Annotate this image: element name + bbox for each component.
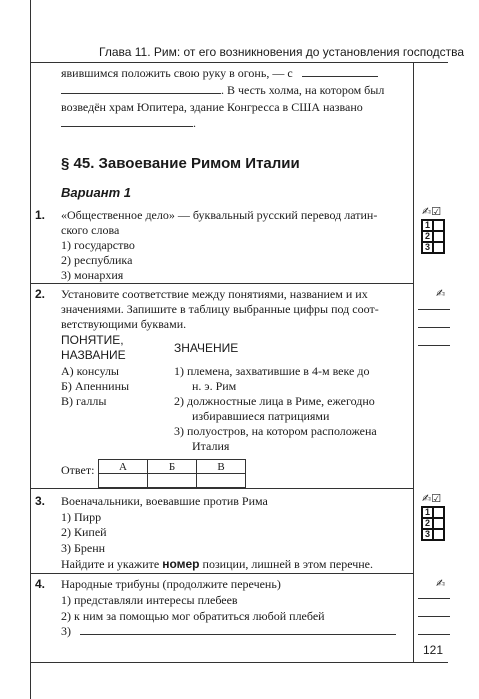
q3-instruction: Найдите и укажите номер позиции, лишней в этом перечне. — [61, 557, 374, 571]
q2-right-item-3: 3) полуостров, на котором расположена — [174, 424, 377, 438]
intro-line-4: . — [61, 116, 196, 131]
answer-cell-c[interactable] — [197, 474, 246, 488]
q2-left-header-1: ПОНЯТИЕ, — [61, 333, 124, 347]
q2-right-header: ЗНАЧЕНИЕ — [174, 341, 239, 355]
q2-answer-table — [98, 459, 246, 488]
answer-cell-a[interactable] — [99, 474, 148, 488]
grid-label-2: 2 — [422, 231, 433, 242]
q3-text: Военачальники, воевавшие против Рима — [61, 494, 268, 508]
q1-text-line-1: «Общественное дело» — буквальный русский перевод латин- — [61, 208, 378, 222]
q3-option-1: 1) Пирр — [61, 510, 102, 524]
q2-left-item-a: А) консулы — [61, 364, 119, 378]
q1-option-1: 1) государство — [61, 238, 135, 252]
answer-col-a: А — [99, 460, 148, 474]
chapter-header: Глава 11. Рим: от его возникновения до установления господства — [99, 45, 465, 59]
answer-col-b: Б — [148, 460, 197, 474]
q3-answer-grid — [421, 506, 445, 541]
q2-margin-line-1[interactable] — [418, 309, 450, 310]
q3-number: 3. — [35, 494, 46, 508]
grid-label-3: 3 — [422, 242, 433, 253]
q2-left-item-b: Б) Апеннины — [61, 379, 130, 393]
q1-option-2: 2) республика — [61, 253, 133, 267]
intro-line-1: явившимся положить свою руку в огонь, — с — [61, 66, 378, 81]
intro-blank-1[interactable] — [302, 76, 378, 77]
q4-option-3: 3) — [61, 624, 396, 639]
grid-cell[interactable] — [433, 231, 444, 242]
grid-cell[interactable] — [433, 529, 444, 540]
q4-answer-blank[interactable] — [80, 634, 396, 635]
q2-text-line-1: Установите соответствие между понятиями, названием и их — [61, 287, 368, 301]
header-rule — [30, 62, 448, 63]
q4-pen-icon: ✍ — [436, 577, 446, 590]
grid-label-3: 3 — [422, 529, 433, 540]
q2-right-item-1: 1) племена, захватившие в 4-м веке до — [174, 364, 370, 378]
q2-text-line-3: ветствующими буквами. — [61, 317, 187, 331]
q2-right-item-1-cont: н. э. Рим — [192, 379, 237, 393]
q1-checkbox-mark: ✍☑ — [422, 205, 442, 218]
q1-number: 1. — [35, 208, 46, 222]
q4-margin-line-3[interactable] — [418, 634, 450, 635]
q4-option-2: 2) к ним за помощью мог обратиться любой плебей — [61, 609, 325, 623]
right-margin-rule — [413, 62, 414, 662]
grid-cell[interactable] — [433, 518, 444, 529]
q4-number: 4. — [35, 577, 46, 591]
q3-checkbox-mark: ✍☑ — [422, 492, 442, 505]
variant-label: Вариант 1 — [61, 185, 131, 200]
section-title: § 45. Завоевание Римом Италии — [61, 155, 300, 172]
q2-left-item-c: В) галлы — [61, 394, 107, 408]
q2-right-item-3-cont: Италия — [192, 439, 230, 453]
q2-answer-label: Ответ: — [61, 463, 95, 477]
q2-text-line-2: значениями. Запишите в таблицу выбранные цифры под соот- — [61, 302, 379, 316]
grid-cell[interactable] — [433, 220, 444, 231]
q4-option-1: 1) представляли интересы плебеев — [61, 593, 238, 607]
q2-separator — [30, 488, 413, 489]
intro-blank-3[interactable] — [61, 126, 193, 127]
q3-option-3: 3) Бренн — [61, 541, 106, 555]
q4-text: Народные трибуны (продолжите перечень) — [61, 577, 281, 591]
q3-option-2: 2) Кипей — [61, 525, 107, 539]
intro-blank-2[interactable] — [61, 93, 221, 94]
q4-margin-line-1[interactable] — [418, 598, 450, 599]
intro-line-3: возведён храм Юпитера, здание Конгресса в США названо — [61, 100, 363, 114]
q2-left-header-2: НАЗВАНИЕ — [61, 348, 126, 362]
grid-cell[interactable] — [433, 242, 444, 253]
q1-option-3: 3) монархия — [61, 268, 124, 282]
q2-number: 2. — [35, 287, 46, 301]
q2-right-item-2-cont: избиравшиеся патрициями — [192, 409, 330, 423]
q1-separator — [30, 283, 413, 284]
q2-margin-line-3[interactable] — [418, 345, 450, 346]
left-margin-rule — [30, 0, 31, 699]
grid-cell[interactable] — [433, 507, 444, 518]
q4-margin-line-2[interactable] — [418, 616, 450, 617]
intro-line-2: . В честь холма, на котором был — [61, 83, 384, 98]
q2-right-item-2: 2) должностные лица в Риме, ежегодно — [174, 394, 375, 408]
q1-text-line-2: ского слова — [61, 223, 120, 237]
grid-label-1: 1 — [422, 220, 433, 231]
q1-answer-grid — [421, 219, 445, 254]
footer-rule — [30, 662, 448, 663]
answer-cell-b[interactable] — [148, 474, 197, 488]
q2-margin-line-2[interactable] — [418, 327, 450, 328]
grid-label-1: 1 — [422, 507, 433, 518]
q2-pen-icon: ✍ — [436, 287, 446, 300]
page-number: 121 — [423, 643, 444, 657]
answer-col-c: В — [197, 460, 246, 474]
q3-separator — [30, 573, 413, 574]
grid-label-2: 2 — [422, 518, 433, 529]
